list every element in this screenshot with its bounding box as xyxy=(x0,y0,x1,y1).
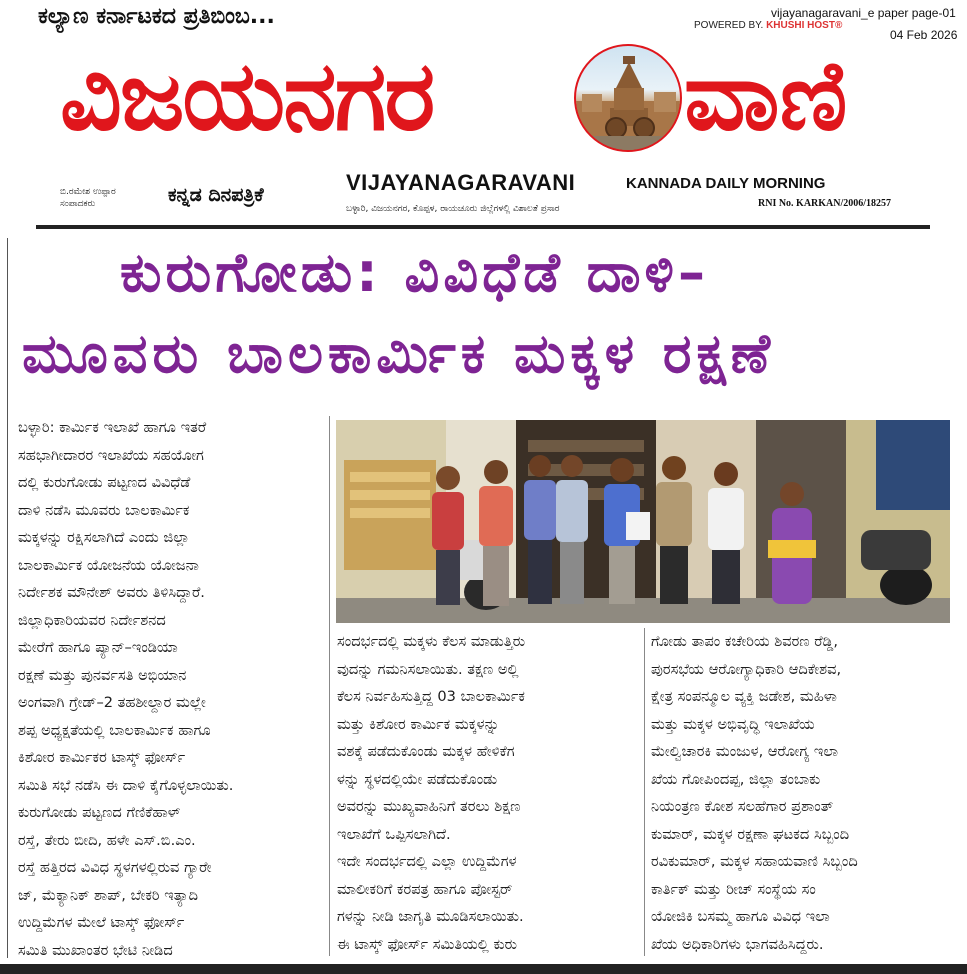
article-line: ರಕ್ಷಣೆ ಮತ್ತು ಪುನರ್ವಸತಿ ಅಭಿಯಾನ xyxy=(18,666,187,684)
article-line: ವಶಕ್ಕೆ ಪಡೆದುಕೊಂಡು ಮಕ್ಕಳ ಹೇಳಿಕೆಗ xyxy=(337,743,515,760)
article-photo xyxy=(336,420,950,623)
article-line: ಮಾಲೀಕರಿಗೆ ಕರಪತ್ರ ಹಾಗೂ ಪೋಸ್ಟರ್ xyxy=(337,880,513,898)
article-line: ಮಕ್ಕಳನ್ನು ರಕ್ಷಿಸಲಾಗಿದೆ ಎಂದು ಜಿಲ್ಲಾ xyxy=(18,529,190,546)
article-line: ಸಹಭಾಗೀದಾರರ ಇಲಾಖೆಯ ಸಹಯೋಗ xyxy=(18,446,204,464)
article-line: ಮತ್ತು ಕಿಶೋರ ಕಾರ್ಮಿಕ ಮಕ್ಕಳನ್ನು xyxy=(337,715,500,733)
editor-role: ಸಂಪಾದಕರು xyxy=(60,199,96,209)
article-line: ಈ ಟಾಸ್ಕ್ ಫೋರ್ಸ್ ಸಮಿತಿಯಲ್ಲಿ ಕುರು xyxy=(337,935,518,953)
article-line: ಮೇಲ್ವಿಚಾರಕಿ ಮಂಜುಳ, ಆರೋಗ್ಯ ಇಲಾ xyxy=(651,743,838,760)
article-line: ರಸ್ತೆ, ತೇರು ಬೀದಿ, ಹಳೇ ಎಸ್.ಬಿ.ಎಂ. xyxy=(18,831,196,849)
article-line: ಉದ್ದಿಮೆಗಳ ಮೇಲೆ ಟಾಸ್ಕ್ ಫೋರ್ಸ್ xyxy=(18,914,185,931)
article-line: ಸಂದರ್ಭದಲ್ಲಿ ಮಕ್ಕಳು ಕೆಲಸ ಮಾಡುತ್ತಿರು xyxy=(337,633,526,650)
rni-number: RNI No. KARKAN/2006/18257 xyxy=(758,198,892,209)
column-divider xyxy=(644,628,645,956)
article-line: ಬಳ್ಳಾರಿ: ಕಾರ್ಮಿಕ ಇಲಾಖೆ ಹಾಗೂ ಇತರೆ xyxy=(18,419,207,436)
masthead-tagline: ಕಲ್ಯಾಣ ಕರ್ನಾಟಕದ ಪ್ರತಿಬಿಂಬ... xyxy=(38,4,275,29)
article-line: ಇಲಾಖೆಗೆ ಒಪ್ಪಿಸಲಾಗಿದೆ. xyxy=(337,825,451,843)
article-column-3 xyxy=(651,628,951,958)
group-photo-officials xyxy=(336,420,950,623)
newspaper-name-left: ವಿಜಯನಗರ xyxy=(60,40,434,152)
kannada-daily-label: ಕನ್ನಡ ದಿನಪತ್ರಿಕೆ xyxy=(168,184,264,206)
article-line: ಜ್, ಮೆಕ್ಯಾನಿಕ್ ಶಾಪ್, ಬೇಕರಿ ಇತ್ಯಾದಿ xyxy=(18,886,199,904)
editor-credit xyxy=(60,186,116,210)
article-line: ಅಂಗವಾಗಿ ಗ್ರೇಡ್–2 ತಹಶೀಲ್ದಾರ ಮಲ್ಲೇ xyxy=(18,694,206,711)
article-line: ಅವರನ್ನು ಮುಖ್ಯವಾಹಿನಿಗೆ ತರಲು ಶಿಕ್ಷಣ xyxy=(337,798,521,815)
article-line: ವುದನ್ನು ಗಮನಿಸಲಾಯಿತು. ತಕ್ಷಣ ಅಲ್ಲಿ xyxy=(337,660,519,678)
article-line: ಯೋಜಿಕಿ ಬಸಮ್ಮ ಹಾಗೂ ವಿವಿಧ ಇಲಾ xyxy=(651,908,830,925)
editor-name: ಬಿ.ರಮೇಶ ಉಪ್ಪಾರ xyxy=(60,187,116,197)
newspaper-name-right: ವಾಣಿ xyxy=(684,40,848,152)
article-line: ಪುರಸಭೆಯ ಆರೋಗ್ಯಾಧಿಕಾರಿ ಆದಿಕೇಶವ, xyxy=(651,660,842,678)
article-line: ದಲ್ಲಿ ಕುರುಗೋಡು ಪಟ್ಟಣದ ವಿವಿಧೆಡೆ xyxy=(18,474,191,491)
article-column-1 xyxy=(18,414,322,964)
article-line: ರವಿಕುಮಾರ್, ಮಕ್ಕಳ ಸಹಾಯವಾಣಿ ಸಿಬ್ಬಂದಿ xyxy=(651,853,858,870)
page-reference: vijayanagaravani_e paper page-01 xyxy=(771,6,956,20)
article-line: ದಾಳಿ ನಡೆಸಿ ಮೂವರು ಬಾಲಕಾರ್ಮಿಕ xyxy=(18,501,190,519)
paper-subtitle-english: KANNADA DAILY MORNING xyxy=(626,175,826,192)
article-line: ನಿಯಂತ್ರಣ ಕೋಶ ಸಲಹೆಗಾರ ಪ್ರಶಾಂತ್ xyxy=(651,798,834,815)
article-line: ಕ್ಷೇತ್ರ ಸಂಪನ್ಮೂಲ ವ್ಯಕ್ತಿ ಜಡೇಶ, ಮಹಿಳಾ xyxy=(651,688,837,705)
article-line: ರಸ್ತೆ ಹತ್ತಿರದ ವಿವಿಧ ಸ್ಥಳಗಳಲ್ಲಿರುವ ಗ್ಯಾರೇ xyxy=(18,859,212,876)
masthead-divider xyxy=(36,225,930,229)
headline-line-2: ಮೂವರು ಬಾಲಕಾರ್ಮಿಕ ಮಕ್ಕಳ ರಕ್ಷಣೆ xyxy=(22,322,776,385)
page-bottom-rule xyxy=(0,964,967,974)
article-line: ಮೇರೆಗೆ ಹಾಗೂ ಪ್ಯಾನ್–ಇಂಡಿಯಾ xyxy=(18,639,178,656)
powered-by-label: POWERED BY. xyxy=(694,20,764,31)
left-margin-rule xyxy=(7,238,8,958)
coverage-line: ಬಳ್ಳಾರಿ, ವಿಜಯನಗರ, ಕೊಪ್ಪಳ, ರಾಯಚೂರು ಜಿಲ್ಲೆಗಳಲ್ಲಿ ವಿಶಾಲತೆ ಪ್ರಸಾರ xyxy=(346,204,560,214)
article-line: ಕೆಲಸ ನಿರ್ವಹಿಸುತ್ತಿದ್ದ 03 ಬಾಲಕಾರ್ಮಿಕ xyxy=(337,688,525,705)
article-line: ಗಳನ್ನು ನೀಡಿ ಜಾಗೃತಿ ಮೂಡಿಸಲಾಯಿತು. xyxy=(337,908,524,925)
article-line: ಬಾಲಕಾರ್ಮಿಕ ಯೋಜನೆಯ ಯೋಜನಾ xyxy=(18,556,199,574)
article-line: ಜಿಲ್ಲಾಧಿಕಾರಿಯವರ ನಿರ್ದೇಶನದ xyxy=(18,611,166,629)
article-line: ಸಮಿತಿ ಸಭೆ ನಡೆಸಿ ಈ ದಾಳಿ ಕೈಗೊಳ್ಳಲಾಯಿತು. xyxy=(18,776,234,794)
article-line: ಸಮಿತಿ ಮುಖಾಂತರ ಭೇಟಿ ನೀಡಿದ xyxy=(18,941,173,959)
headline-line-1: ಕುರುಗೋಡು: ವಿವಿಧೆಡೆ ದಾಳಿ– xyxy=(120,241,709,304)
article-line: ಶಪ್ಪ ಅಧ್ಯಕ್ಷತೆಯಲ್ಲಿ ಬಾಲಕಾರ್ಮಿಕ ಹಾಗೂ xyxy=(18,721,211,739)
article-line: ನಿರ್ದೇಶಕ ಮೌನೇಶ್ ಅವರು ತಿಳಿಸಿದ್ದಾರೆ. xyxy=(18,584,205,601)
issue-date: 04 Feb 2026 xyxy=(890,28,958,42)
article-line: ಕುಮಾರ್, ಮಕ್ಕಳ ರಕ್ಷಣಾ ಘಟಕದ ಸಿಬ್ಬಂದಿ xyxy=(651,825,850,843)
article-line: ಖೆಯ ಗೋಪಿಂದಪ್ಪ, ಜಿಲ್ಲಾ ತಂಬಾಕು xyxy=(651,770,821,788)
article-line: ಖೆಯ ಅಧಿಕಾರಿಗಳು ಭಾಗವಹಿಸಿದ್ದರು. xyxy=(651,935,824,953)
stone-chariot-hampi-icon xyxy=(574,44,682,152)
powered-by-brand: KHUSHI HOST® xyxy=(766,20,843,31)
article-line: ಮತ್ತು ಮಕ್ಕಳ ಅಭಿವೃದ್ಧಿ ಇಲಾಖೆಯ xyxy=(651,715,815,733)
article-line: ಇದೇ ಸಂದರ್ಭದಲ್ಲಿ ಎಲ್ಲಾ ಉದ್ದಿಮೆಗಳ xyxy=(337,853,517,870)
column-divider xyxy=(329,416,330,956)
article-line: ಕಾರ್ತಿಕ್ ಮತ್ತು ರೀಚ್ ಸಂಸ್ಥೆಯ ಸಂ xyxy=(651,880,816,898)
article-line: ಗೋಡು ತಾಪಂ ಕಚೇರಿಯ ಶಿವರಣ ರೆಡ್ಡಿ, xyxy=(651,633,839,650)
article-line: ಕಿಶೋರ ಕಾರ್ಮಿಕರ ಟಾಸ್ಕ್ ಫೋರ್ಸ್ xyxy=(18,749,186,766)
article-line: ಳನ್ನು ಸ್ಥಳದಲ್ಲಿಯೇ ಪಡೆದುಕೊಂಡು xyxy=(337,770,498,788)
article-column-2 xyxy=(337,628,639,958)
article-line: ಕುರುಗೋಡು ಪಟ್ಟಣದ ಗೆಣಿಕೆಹಾಳ್ xyxy=(18,804,181,821)
paper-name-english: VIJAYANAGARAVANI xyxy=(346,170,576,195)
